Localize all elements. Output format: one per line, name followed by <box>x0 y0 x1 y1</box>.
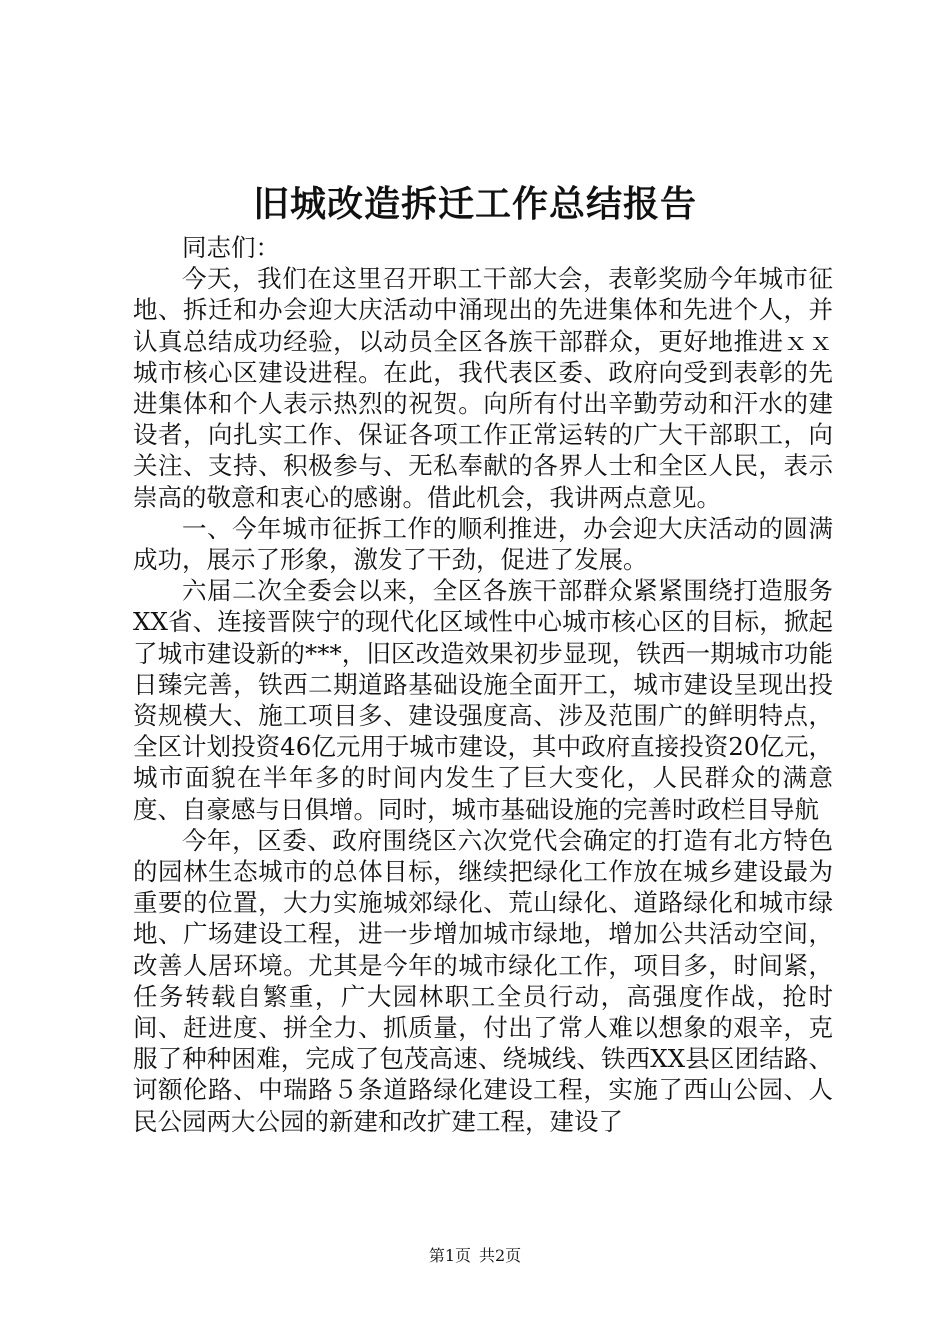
document-body <box>133 232 833 1137</box>
body-paragraph: 今年，区委、政府围绕区六次党代会确定的打造有北方特色的园林生态城市的总体目标，继续把绿化工作放在城乡建设最为重要的位置，大力实施城郊绿化、荒山绿化、道路绿化和城市绿地、广场建设工程，进一步增加城市绿地，增加公共活动空间，改善人居环境。尤其是今年的城市绿化工作，项目多，时间紧，任务转载自繁重，广大园林职工全员行动，高强度作战，抢时间、赶进度、拼全力、抓质量，付出了常人难以想象的艰辛，克服了种种困难，完成了包茂高速、绕城线、铁西XX县区团结路、诃额伦路、中瑞路５条道路绿化建设工程，实施了西山公园、人民公园两大公园的新建和改扩建工程，建设了 <box>133 825 833 1136</box>
page-total: 共2页 <box>479 1246 522 1265</box>
page-number: 第1页 <box>428 1246 471 1265</box>
salutation-paragraph: 同志们： <box>182 233 280 262</box>
document-title: 旧城改造拆迁工作总结报告 <box>252 183 697 225</box>
page-footer <box>0 1246 950 1266</box>
body-paragraph: 一、今年城市征拆工作的顺利推进，办会迎大庆活动的圆满成功，展示了形象，激发了干劲，促进了发展。 <box>133 513 833 575</box>
body-paragraph: 六届二次全委会以来，全区各族干部群众紧紧围绕打造服务XX省、连接晋陕宁的现代化区域性中心城市核心区的目标，掀起了城市建设新的***，旧区改造效果初步显现，铁西一期城市功能日臻完善，铁西二期道路基础设施全面开工，城市建设呈现出投资规模大、施工项目多、建设强度高、涉及范围广的鲜明特点，全区计划投资46亿元用于城市建设，其中政府直接投资20亿元，城市面貌在半年多的时间内发生了巨大变化，人民群众的满意度、自豪感与日俱增。同时，城市基础设施的完善时政栏目导航 <box>133 576 833 824</box>
body-paragraph: 今天，我们在这里召开职工干部大会，表彰奖励今年城市征地、拆迁和办会迎大庆活动中涌现出的先进集体和先进个人，并认真总结成功经验，以动员全区各族干部群众，更好地推进ｘｘ城市核心区建设进程。在此，我代表区委、政府向受到表彰的先进集体和个人表示热烈的祝贺。向所有付出辛勤劳动和汗水的建设者，向扎实工作、保证各项工作正常运转的广大干部职工，向关注、支持、积极参与、无私奉献的各界人士和全区人民，表示崇高的敬意和衷心的感谢。借此机会，我讲两点意见。 <box>133 264 833 512</box>
